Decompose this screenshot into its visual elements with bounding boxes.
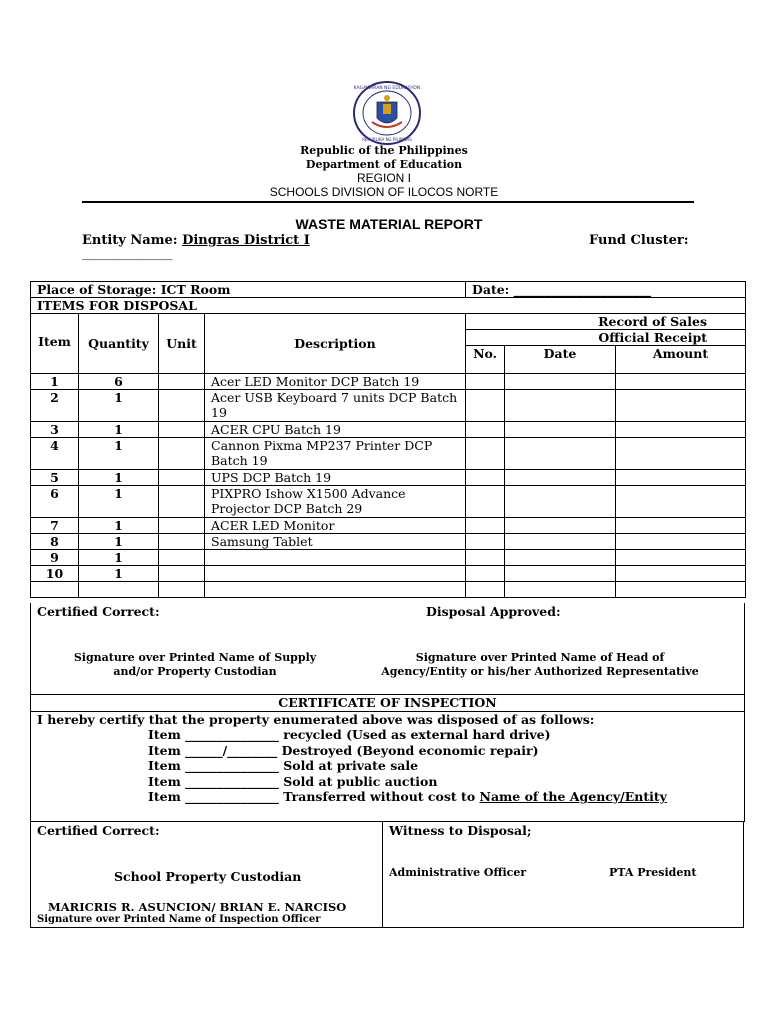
department-line: Department of Education [305, 158, 463, 171]
table-row [31, 374, 746, 390]
description-cell: Samsung Tablet [205, 534, 466, 550]
col-no-header: No. [466, 346, 505, 374]
col-quantity-header: Quantity [79, 314, 159, 374]
unit-cell [159, 582, 205, 598]
receipt-no-cell [466, 550, 505, 566]
table-row [31, 566, 746, 582]
table-row [31, 470, 746, 486]
inspection-line [148, 789, 667, 805]
quantity-cell: 1 [79, 438, 159, 470]
disposal-approved-label: Disposal Approved: [426, 604, 561, 619]
item-number-cell: 9 [31, 550, 79, 566]
quantity-cell: 6 [79, 374, 159, 390]
division-line: SCHOOLS DIVISION OF ILOCOS NORTE [269, 185, 499, 199]
receipt-date-cell [505, 550, 616, 566]
receipt-amount-cell [616, 566, 746, 582]
supply-signature-caption [40, 651, 350, 679]
item-number-cell: 7 [31, 518, 79, 534]
header-divider [82, 201, 694, 203]
item-number-cell: 8 [31, 534, 79, 550]
receipt-amount-cell [616, 390, 746, 422]
receipt-no-cell [466, 470, 505, 486]
head-sig-line-1: Signature over Printed Name of Head of [415, 651, 665, 664]
receipt-amount-cell [616, 534, 746, 550]
unit-cell [159, 534, 205, 550]
supply-sig-line-1: Signature over Printed Name of Supply [73, 651, 317, 664]
quantity-cell: 1 [79, 470, 159, 486]
item-number-cell: 4 [31, 438, 79, 470]
table-row [31, 390, 746, 422]
col-date-header: Date [505, 346, 616, 374]
item-number-cell: 5 [31, 470, 79, 486]
inspection-intro: I hereby certify that the property enumerated above was disposed of as follows: [37, 712, 595, 727]
receipt-no-cell [466, 566, 505, 582]
receipt-date-cell [505, 438, 616, 470]
items-table [30, 281, 746, 598]
deped-seal-logo [352, 80, 422, 146]
col-amount-header: Amount [616, 346, 746, 374]
description-cell: UPS DCP Batch 19 [205, 470, 466, 486]
receipt-amount-cell [616, 518, 746, 534]
table-row [31, 422, 746, 438]
disposal-method: Sold at private sale [278, 758, 419, 774]
storage-cell: Place of Storage: ICT Room [31, 282, 466, 298]
inspection-line [148, 774, 667, 790]
head-sig-line-2: Agency/Entity or his/her Authorized Representative [381, 665, 699, 678]
recipient-agency: Name of the Agency/Entity [479, 789, 667, 805]
item-blank: Item ______/________ [148, 742, 278, 758]
quantity-cell: 1 [79, 518, 159, 534]
receipt-date-cell [505, 422, 616, 438]
item-number-cell: 10 [31, 566, 79, 582]
seal-subtext: REPUBLIKA NG PILIPINAS [362, 137, 412, 142]
quantity-cell: 1 [79, 422, 159, 438]
items-for-disposal-heading: ITEMS FOR DISPOSAL [31, 298, 746, 314]
inspection-line [148, 743, 667, 759]
footer-certified-correct: Certified Correct: [37, 823, 160, 838]
receipt-amount-cell [616, 422, 746, 438]
receipt-date-cell [505, 518, 616, 534]
receipt-no-cell [466, 534, 505, 550]
description-cell: Cannon Pixma MP237 Printer DCP Batch 19 [205, 438, 466, 470]
item-number-cell: 6 [31, 486, 79, 518]
unit-cell [159, 550, 205, 566]
receipt-no-cell [466, 422, 505, 438]
record-of-sales-header: Record of Sales [466, 314, 746, 330]
inspection-line [148, 727, 667, 743]
quantity-cell: 1 [79, 550, 159, 566]
col-unit-header: Unit [159, 314, 205, 374]
official-receipt-header: Official Receipt [466, 330, 746, 346]
description-cell: Acer USB Keyboard 7 units DCP Batch 19 [205, 390, 466, 422]
republic-line: Republic of the Philippines [300, 144, 468, 157]
head-signature-caption [345, 651, 735, 679]
description-cell: PIXPRO Ishow X1500 Advance Projector DCP Batch 29 [205, 486, 466, 518]
receipt-no-cell [466, 518, 505, 534]
inspection-title: CERTIFICATE OF INSPECTION [278, 695, 497, 710]
description-cell [205, 550, 466, 566]
witness-label: Witness to Disposal; [389, 823, 532, 838]
quantity-cell: 1 [79, 390, 159, 422]
unit-cell [159, 470, 205, 486]
quantity-cell: 1 [79, 534, 159, 550]
table-row [31, 518, 746, 534]
administrative-officer: Administrative Officer [389, 866, 527, 879]
description-cell: ACER LED Monitor [205, 518, 466, 534]
receipt-amount-cell [616, 470, 746, 486]
item-blank: Item _______________ [148, 758, 279, 774]
entity-label: Entity Name: [82, 233, 178, 248]
receipt-amount-cell [616, 374, 746, 390]
unit-cell [159, 390, 205, 422]
certified-correct-label: Certified Correct: [37, 604, 160, 619]
description-cell: ACER CPU Batch 19 [205, 422, 466, 438]
quantity-cell: 1 [79, 486, 159, 518]
supply-sig-line-2: and/or Property Custodian [113, 665, 277, 678]
report-title: WASTE MATERIAL REPORT [295, 216, 483, 232]
inspection-lines [148, 727, 667, 805]
receipt-amount-cell [616, 438, 746, 470]
item-blank: Item _______________ [148, 773, 279, 789]
receipt-no-cell [466, 374, 505, 390]
disposal-method: Sold at public auction [278, 773, 438, 789]
description-cell [205, 582, 466, 598]
receipt-date-cell [505, 374, 616, 390]
disposal-method: recycled (Used as external hard drive) [278, 727, 551, 742]
receipt-date-cell [505, 470, 616, 486]
item-number-cell: 1 [31, 374, 79, 390]
unit-cell [159, 438, 205, 470]
receipt-no-cell [466, 438, 505, 470]
quantity-cell: 1 [79, 566, 159, 582]
receipt-amount-cell [616, 550, 746, 566]
description-cell [205, 566, 466, 582]
item-blank: Item _______________ [148, 789, 279, 805]
seal-text: KAGAWARAN NG EDUKASYON [353, 86, 421, 91]
custodian-names: MARICRIS R. ASUNCION/ BRIAN E. NARCISO [48, 900, 347, 914]
receipt-date-cell [505, 566, 616, 582]
fund-cluster-blank: _______________ [82, 246, 172, 261]
item-number-cell: 3 [31, 422, 79, 438]
table-row [31, 486, 746, 518]
unit-cell [159, 422, 205, 438]
description-cell: Acer LED Monitor DCP Batch 19 [205, 374, 466, 390]
receipt-no-cell [466, 390, 505, 422]
region-line: REGION I [356, 171, 411, 185]
unit-cell [159, 486, 205, 518]
pta-president: PTA President [609, 866, 697, 879]
table-row [31, 438, 746, 470]
table-row [31, 550, 746, 566]
item-number-cell: 2 [31, 390, 79, 422]
col-item-header: Item [31, 314, 79, 374]
table-row [31, 582, 746, 598]
unit-cell [159, 566, 205, 582]
receipt-no-cell [466, 486, 505, 518]
receipt-amount-cell [616, 486, 746, 518]
quantity-cell [79, 582, 159, 598]
item-number-cell [31, 582, 79, 598]
receipt-date-cell [505, 534, 616, 550]
table-row [31, 534, 746, 550]
inspection-line [148, 758, 667, 774]
disposal-method: Transferred without cost to [278, 789, 480, 805]
receipt-date-cell [505, 582, 616, 598]
disposal-method: Destroyed (Beyond economic repair) [277, 742, 539, 758]
entity-value: Dingras District I [182, 233, 310, 248]
unit-cell [159, 374, 205, 390]
col-description-header: Description [205, 314, 466, 374]
receipt-date-cell [505, 486, 616, 518]
receipt-no-cell [466, 582, 505, 598]
inspection-signature-caption: Signature over Printed Name of Inspection Officer [37, 914, 321, 925]
date-cell: Date: ______________________ [466, 282, 746, 298]
school-property-custodian: School Property Custodian [114, 869, 302, 884]
receipt-amount-cell [616, 582, 746, 598]
receipt-date-cell [505, 390, 616, 422]
unit-cell [159, 518, 205, 534]
fund-cluster-label: Fund Cluster: [589, 233, 689, 248]
item-blank: Item _______________ [148, 727, 279, 742]
